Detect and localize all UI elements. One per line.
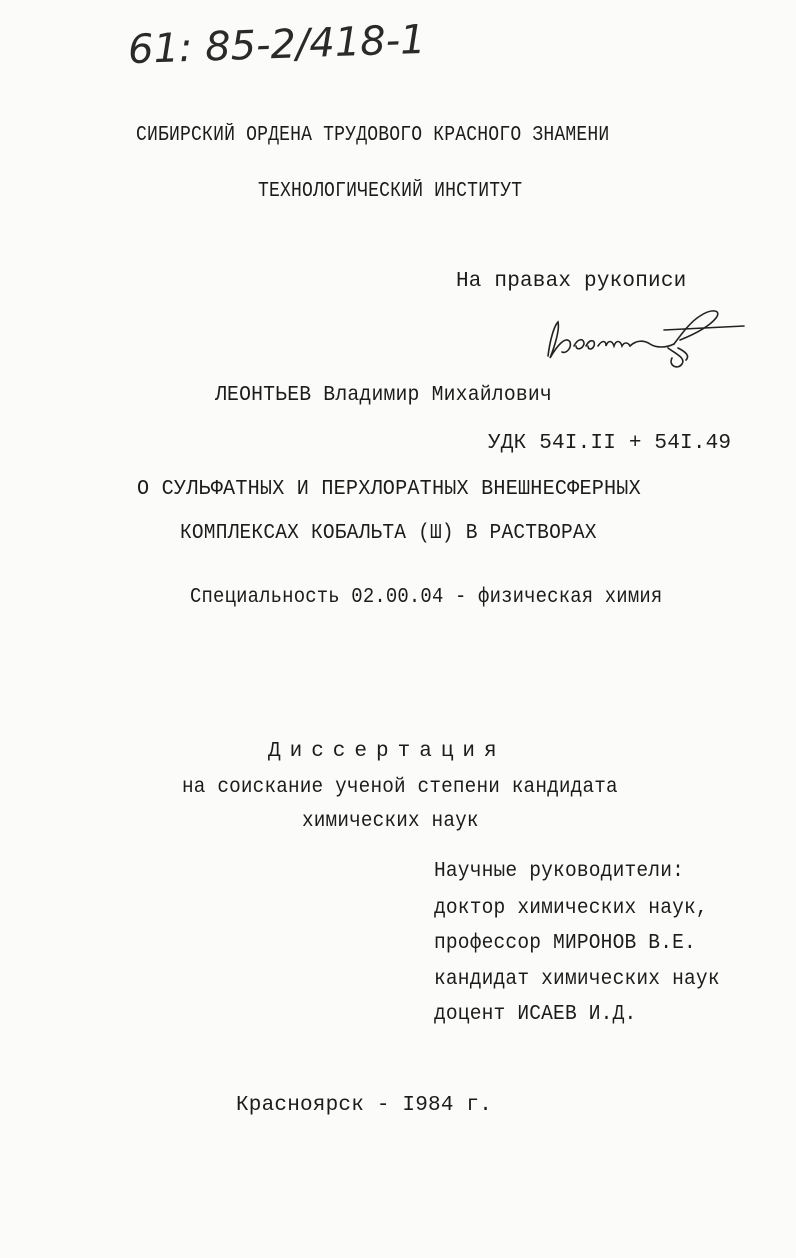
- signature: [540, 300, 750, 372]
- thesis-title-line-1: О СУЛЬФАТНЫХ И ПЕРХЛОРАТНЫХ ВНЕШНЕСФЕРНЫХ: [137, 478, 641, 501]
- supervisors-heading: Научные руководители:: [434, 860, 685, 883]
- degree-line-2: химических наук: [302, 810, 479, 833]
- supervisor-line-1: доктор химических наук,: [434, 897, 708, 920]
- degree-line-1: на соискание ученой степени кандидата: [182, 776, 618, 799]
- supervisor-line-4: доцент ИСАЕВ И.Д.: [434, 1003, 637, 1026]
- supervisor-line-2: профессор МИРОНОВ В.Е.: [434, 932, 696, 955]
- supervisor-line-3: кандидат химических наук: [434, 968, 720, 991]
- udc-code: УДК 54I.II + 54I.49: [488, 432, 732, 455]
- institution-line-1: СИБИРСКИЙ ОРДЕНА ТРУДОВОГО КРАСНОГО ЗНАМЕНИ: [136, 124, 610, 147]
- archive-number: 61: 85-2/418-1: [127, 16, 427, 74]
- place-year: Красноярск - I984 г.: [236, 1094, 493, 1117]
- dissertation-heading: Диссертация: [268, 740, 506, 763]
- specialty: Специальность 02.00.04 - физическая химия: [190, 586, 663, 609]
- thesis-title-line-2: КОМПЛЕКСАХ КОБАЛЬТА (Ш) В РАСТВОРАХ: [180, 522, 597, 545]
- institution-line-2: ТЕХНОЛОГИЧЕСКИЙ ИНСТИТУТ: [258, 180, 523, 203]
- author-name: ЛЕОНТЬЕВ Владимир Михайлович: [215, 384, 552, 407]
- manuscript-rights: На правах рукописи: [456, 270, 687, 293]
